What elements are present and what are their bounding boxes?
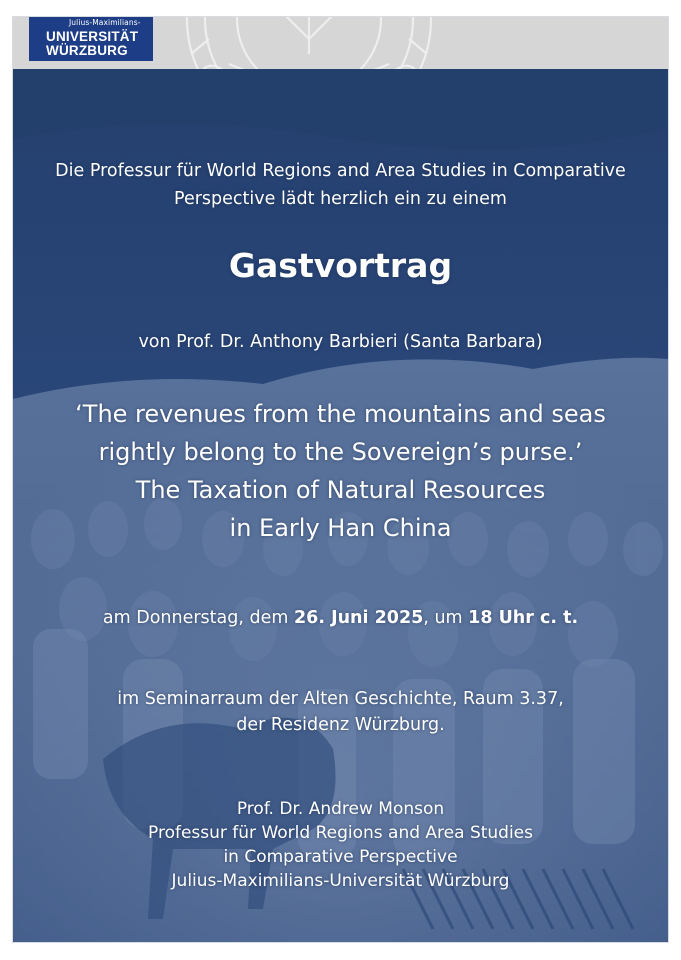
talk-title-line-4: in Early Han China <box>229 514 452 542</box>
talk-title-line-2: rightly belong to the Sovereign’s purse.’ <box>98 438 583 466</box>
host-line-3: in Comparative Perspective <box>223 847 458 867</box>
speaker-line: von Prof. Dr. Anthony Barbieri (Santa Barbara) <box>138 332 543 352</box>
date-prefix: am Donnerstag, dem <box>102 608 294 628</box>
talk-title-line-3: The Taxation of Natural Resources <box>135 476 546 504</box>
logo-line-universitaet: UNIVERSITÄT <box>46 29 139 44</box>
logo-line-wuerzburg: WÜRZBURG <box>46 43 128 58</box>
intro-line-1: Die Professur für World Regions and Area Studies in Comparative <box>55 161 626 181</box>
host-line-2: Professur für World Regions and Area Studies <box>148 823 533 843</box>
intro-line-2: Perspective lädt herzlich ein zu einem <box>174 189 507 209</box>
location-line-2: der Residenz Würzburg. <box>236 715 445 735</box>
host-signature <box>13 797 668 893</box>
invitation-poster <box>13 17 668 942</box>
host-line-4: Julius-Maximilians-Universität Würzburg <box>171 871 510 891</box>
intro-text <box>13 157 668 213</box>
location <box>13 686 668 738</box>
date-line-content <box>13 605 668 631</box>
location-line-1: im Seminarraum der Alten Geschichte, Raum 3.37, <box>117 689 564 709</box>
event-time: 18 Uhr c. t. <box>468 608 579 628</box>
headline: Gastvortrag <box>228 246 453 285</box>
date-middle: , um <box>423 608 469 628</box>
event-date: 26. Juni 2025 <box>293 608 424 628</box>
logo-small-text: Julius-Maximilians- <box>69 18 141 27</box>
host-line-1: Prof. Dr. Andrew Monson <box>236 799 445 819</box>
talk-title <box>13 395 668 547</box>
university-logo <box>29 17 153 61</box>
date-line <box>13 605 668 631</box>
header-bar <box>13 17 668 69</box>
talk-title-line-1: ‘The revenues from the mountains and seas <box>75 400 606 428</box>
